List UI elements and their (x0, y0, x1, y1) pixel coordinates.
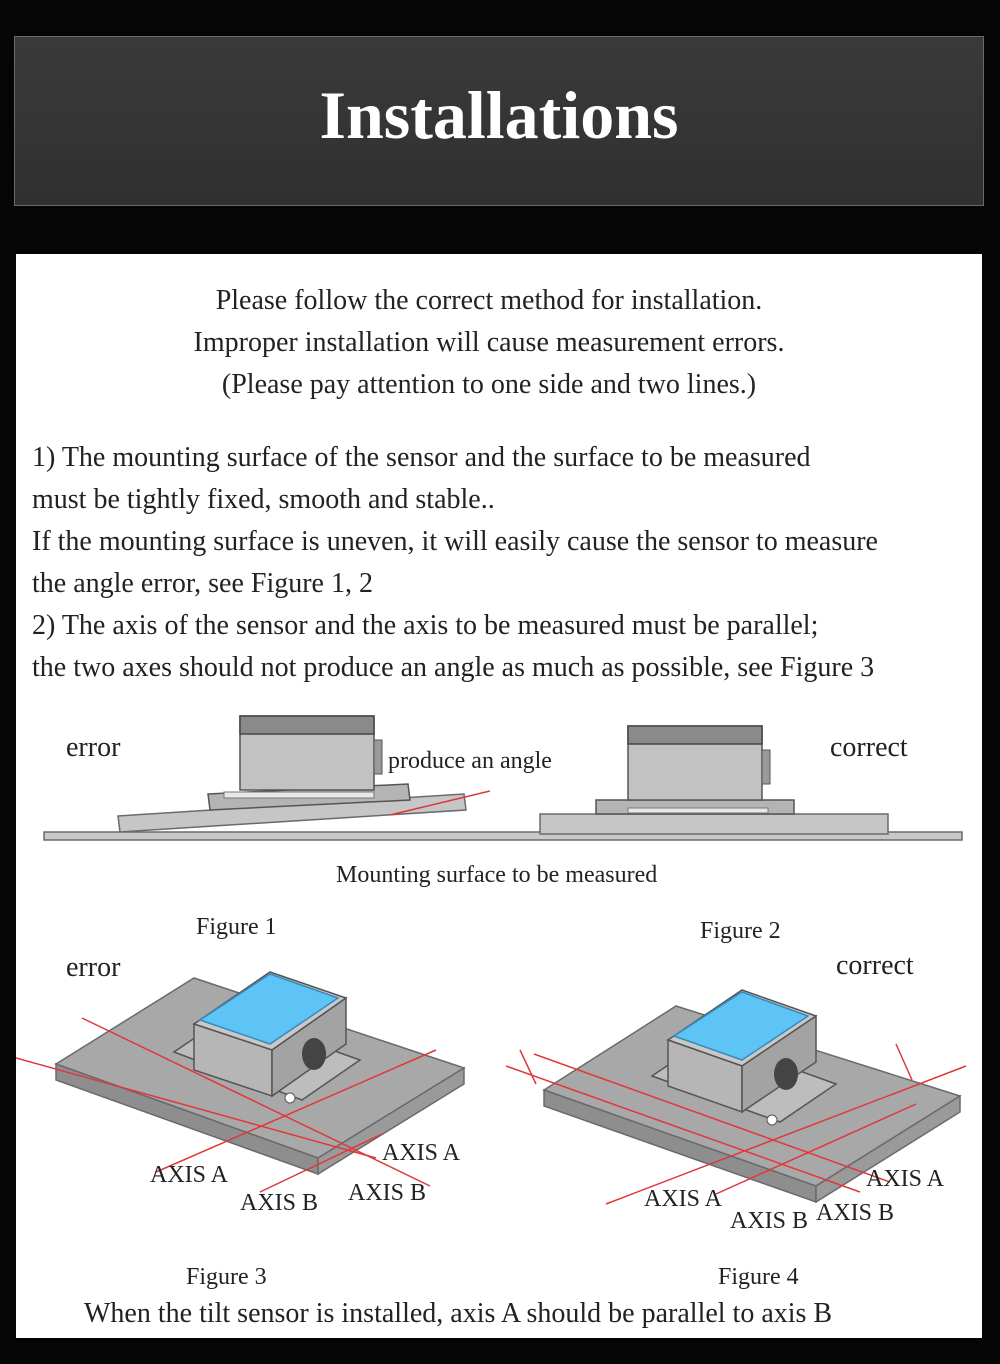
fig3-axis-a-top-label: AXIS A (382, 1140, 461, 1166)
fig4-correct-label: correct (836, 950, 914, 981)
content-panel (16, 254, 982, 1338)
header-banner (14, 36, 984, 206)
figure3-caption: Figure 3 (186, 1264, 267, 1290)
fig4-axis-a-right-label: AXIS A (866, 1166, 945, 1192)
instruction-line-4: the angle error, see Figure 1, 2 (32, 568, 373, 599)
instruction-line-2: must be tightly fixed, smooth and stable.. (32, 484, 495, 515)
intro-line-1: Please follow the correct method for installation. (215, 285, 763, 316)
fig3-axis-a-left-label: AXIS A (150, 1162, 229, 1188)
fig4-axis-b-right-label: AXIS B (816, 1200, 895, 1226)
intro-line-2: Improper installation will cause measurement errors. (193, 327, 785, 358)
footer-note: When the tilt sensor is installed, axis A should be parallel to axis B (84, 1298, 833, 1329)
intro-line-3: (Please pay attention to one side and two lines.) (221, 369, 757, 400)
figure4-caption: Figure 4 (718, 1264, 799, 1290)
instruction-line-3: If the mounting surface is uneven, it will easily cause the sensor to measure (32, 526, 878, 557)
figure2-caption: Figure 2 (700, 918, 781, 944)
fig1-error-label: error (66, 732, 121, 763)
fig2-correct-label: correct (830, 732, 908, 763)
fig3-axis-b-left-label: AXIS B (240, 1190, 319, 1216)
angle-note-label: produce an angle (388, 748, 552, 774)
fig4-axis-b-left-label: AXIS B (730, 1208, 809, 1234)
fig4-axis-a-left-label: AXIS A (644, 1186, 723, 1212)
fig3-error-label: error (66, 952, 121, 983)
instruction-line-5: 2) The axis of the sensor and the axis to be measured must be parallel; (32, 610, 819, 641)
surface-caption: Mounting surface to be measured (336, 862, 658, 888)
fig3-axis-b-right-label: AXIS B (348, 1180, 427, 1206)
figure1-caption: Figure 1 (196, 914, 277, 940)
page-title: Installations (319, 77, 679, 153)
instruction-line-1: 1) The mounting surface of the sensor and the surface to be measured (32, 442, 811, 473)
instruction-line-6: the two axes should not produce an angle as much as possible, see Figure 3 (32, 652, 875, 683)
